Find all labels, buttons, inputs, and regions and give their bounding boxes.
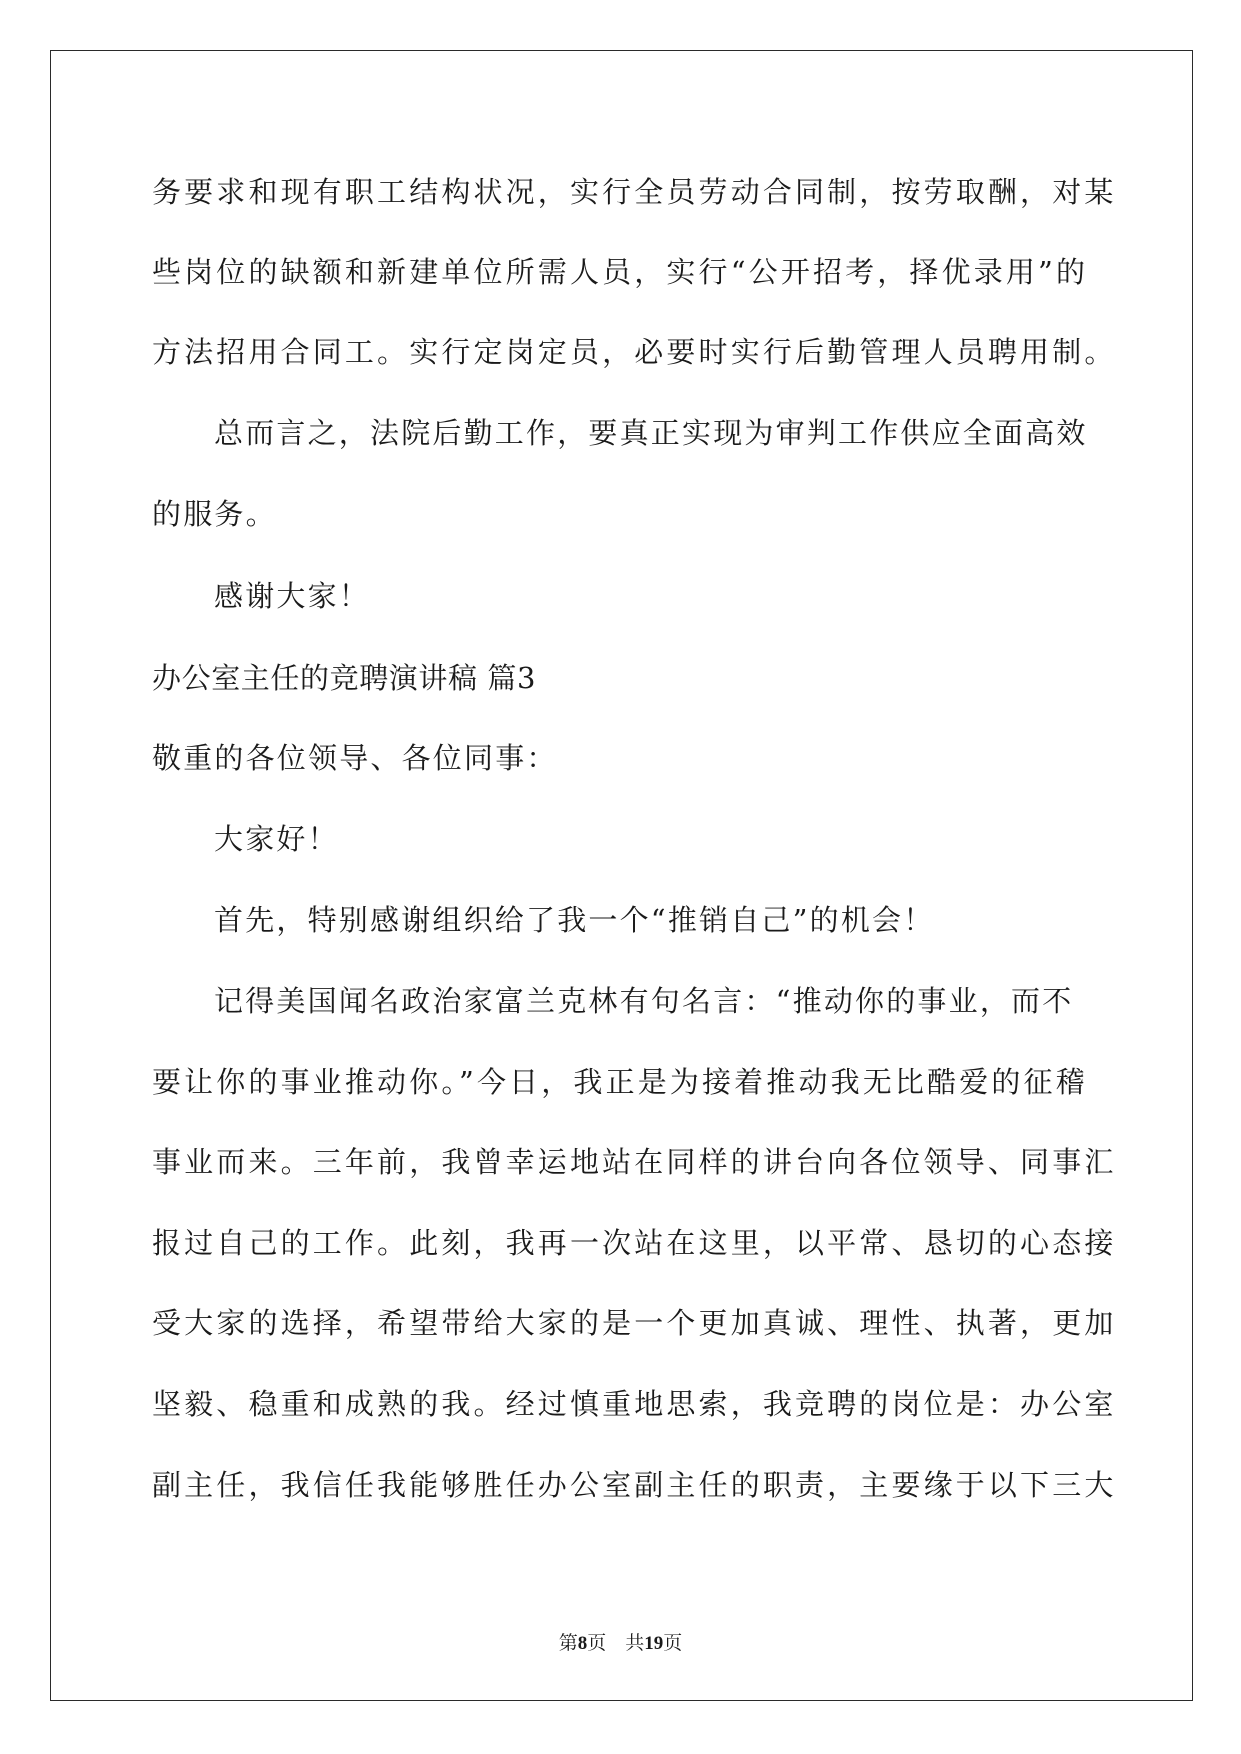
text-line: 要让你的事业推动你。”今日，我正是为接着推动我无比酷爱的征稽	[152, 1065, 1088, 1099]
page-total: 19	[644, 1633, 664, 1654]
page-number: 8	[577, 1633, 588, 1654]
text-line: 感谢大家！	[214, 579, 371, 613]
page-suffix: 页	[587, 1633, 607, 1654]
text-line: 受大家的选择，希望带给大家的是一个更加真诚、理性、执著，更加	[152, 1306, 1117, 1340]
salutation: 敬重的各位领导、各位同事：	[152, 741, 558, 775]
text-line: 方法招用合同工。实行定岗定员，必要时实行后勤管理人员聘用制。	[152, 335, 1117, 369]
page-frame	[50, 50, 1193, 1701]
page-prefix: 第	[558, 1633, 578, 1654]
text-line: 总而言之，法院后勤工作，要真正实现为审判工作供应全面高效	[214, 416, 1088, 450]
text-line: 报过自己的工作。此刻，我再一次站在这里，以平常、恳切的心态接	[152, 1226, 1117, 1260]
text-line: 些岗位的缺额和新建单位所需人员，实行“公开招考，择优录用”的	[152, 255, 1089, 289]
text-line: 记得美国闻名政治家富兰克林有句名言：“推动你的事业，而不	[214, 984, 1074, 1018]
text-line: 坚毅、稳重和成熟的我。经过慎重地思索，我竞聘的岗位是：办公室	[152, 1387, 1117, 1421]
total-prefix: 共	[625, 1633, 645, 1654]
text-line: 务要求和现有职工结构状况，实行全员劳动合同制，按劳取酬，对某	[152, 175, 1117, 209]
greeting: 大家好！	[214, 822, 339, 856]
text-line: 的服务。	[152, 497, 277, 531]
page-footer	[0, 1632, 1241, 1656]
text-line: 副主任，我信任我能够胜任办公室副主任的职责，主要缘于以下三大	[152, 1468, 1117, 1502]
total-suffix: 页	[663, 1633, 683, 1654]
section-heading: 办公室主任的竞聘演讲稿 篇3	[152, 661, 537, 695]
text-line: 事业而来。三年前，我曾幸运地站在同样的讲台向各位领导、同事汇	[152, 1145, 1117, 1179]
text-line: 首先，特别感谢组织给了我一个“推销自己”的机会！	[214, 903, 935, 937]
